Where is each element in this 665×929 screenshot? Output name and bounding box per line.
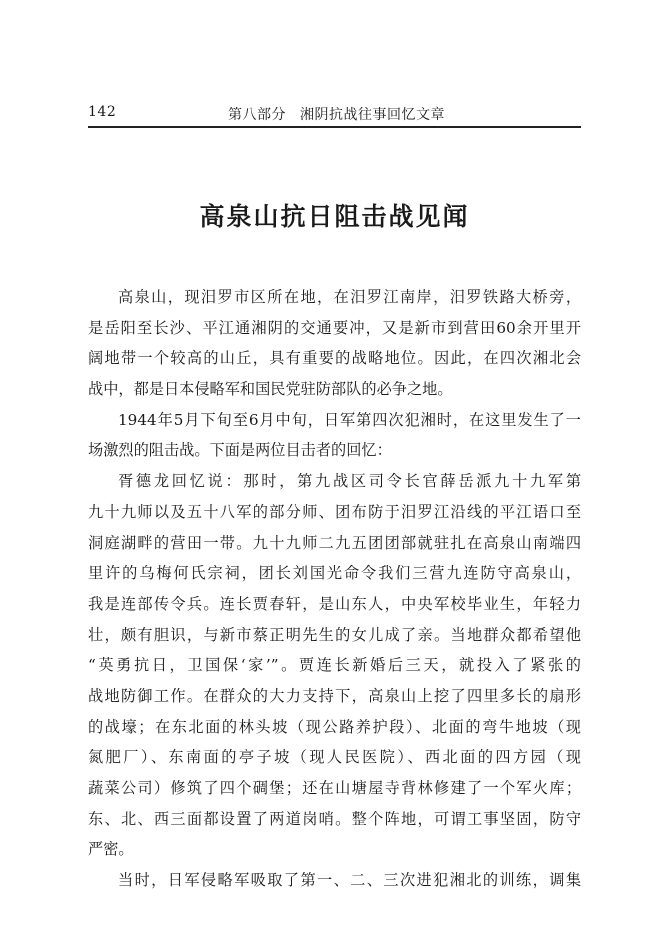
text-line: 壮，颇有胆识，与新市蔡正明先生的女儿成了亲。当地群众都希望他 — [88, 625, 581, 644]
text-line: 场激烈的阻击战。下面是两位目击者的回忆： — [88, 441, 392, 460]
text-line: 东、北、西三面都设置了两道岗哨。整个阵地，可谓工事坚固，防守 — [88, 809, 581, 828]
text-line: “英勇抗日，卫国保‘家’”。贾连长新婚后三天，就投入了紧张的 — [88, 656, 581, 675]
text-line: 战地防御工作。在群众的大力支持下，高泉山上挖了四里多长的扇形 — [88, 686, 581, 705]
text-line: 九十九师以及五十八军的部分师、团布防于汨罗江沿线的平江语口至 — [88, 502, 581, 521]
header-part-label: 第八部分 — [228, 107, 286, 123]
running-header — [88, 98, 581, 128]
text-line: 当时，日军侵略军吸取了第一、二、三次进犯湘北的训练，调集 — [118, 871, 581, 890]
text-line: 蔬菜公司）修筑了四个碉堡；还在山塘屋寺背林修建了一个军火库； — [88, 779, 581, 797]
text-line: 我是连部传令兵。连长贾春轩，是山东人，中央军校毕业生，年轻力 — [88, 594, 581, 613]
text-line: 是岳阳至长沙、平江通湘阴的交通要冲，又是新市到营田60余开里开 — [88, 318, 581, 337]
text-line: 的战壕；在东北面的林头坡（现公路养护段）、北面的弯牛地坡（现 — [88, 717, 581, 736]
header-section-title: 湘阴抗战往事回忆文章 — [300, 107, 445, 123]
text-line: 胥德龙回忆说：那时，第九战区司令长官薛岳派九十九军第 — [118, 472, 581, 491]
text-line: 严密。 — [88, 840, 134, 859]
article-title: 高泉山抗日阻击战见闻 — [199, 202, 470, 231]
text-line: 高泉山，现汨罗市区所在地，在汨罗江南岸，汨罗铁路大桥旁， — [118, 288, 581, 306]
text-line: 1944年5月下旬至6月中旬，日军第四次犯湘时，在这里发生了一 — [118, 410, 581, 429]
article-body — [88, 282, 581, 896]
text-line: 战中，都是日本侵略军和国民党驻防部队的必争之地。 — [88, 380, 453, 399]
text-line: 里许的乌梅何氏宗祠，团长刘国光命令我们三营九连防守高泉山， — [88, 564, 581, 583]
text-line: 氮肥厂）、东南面的亭子坡（现人民医院）、西北面的四方园（现 — [88, 748, 581, 767]
text-line: 阔地带一个较高的山丘，具有重要的战略地位。因此，在四次湘北会 — [88, 349, 581, 368]
page-number: 142 — [88, 104, 117, 120]
text-line: 洞庭湖畔的营田一带。九十九师二九五团团部就驻扎在高泉山南端四 — [88, 533, 581, 552]
